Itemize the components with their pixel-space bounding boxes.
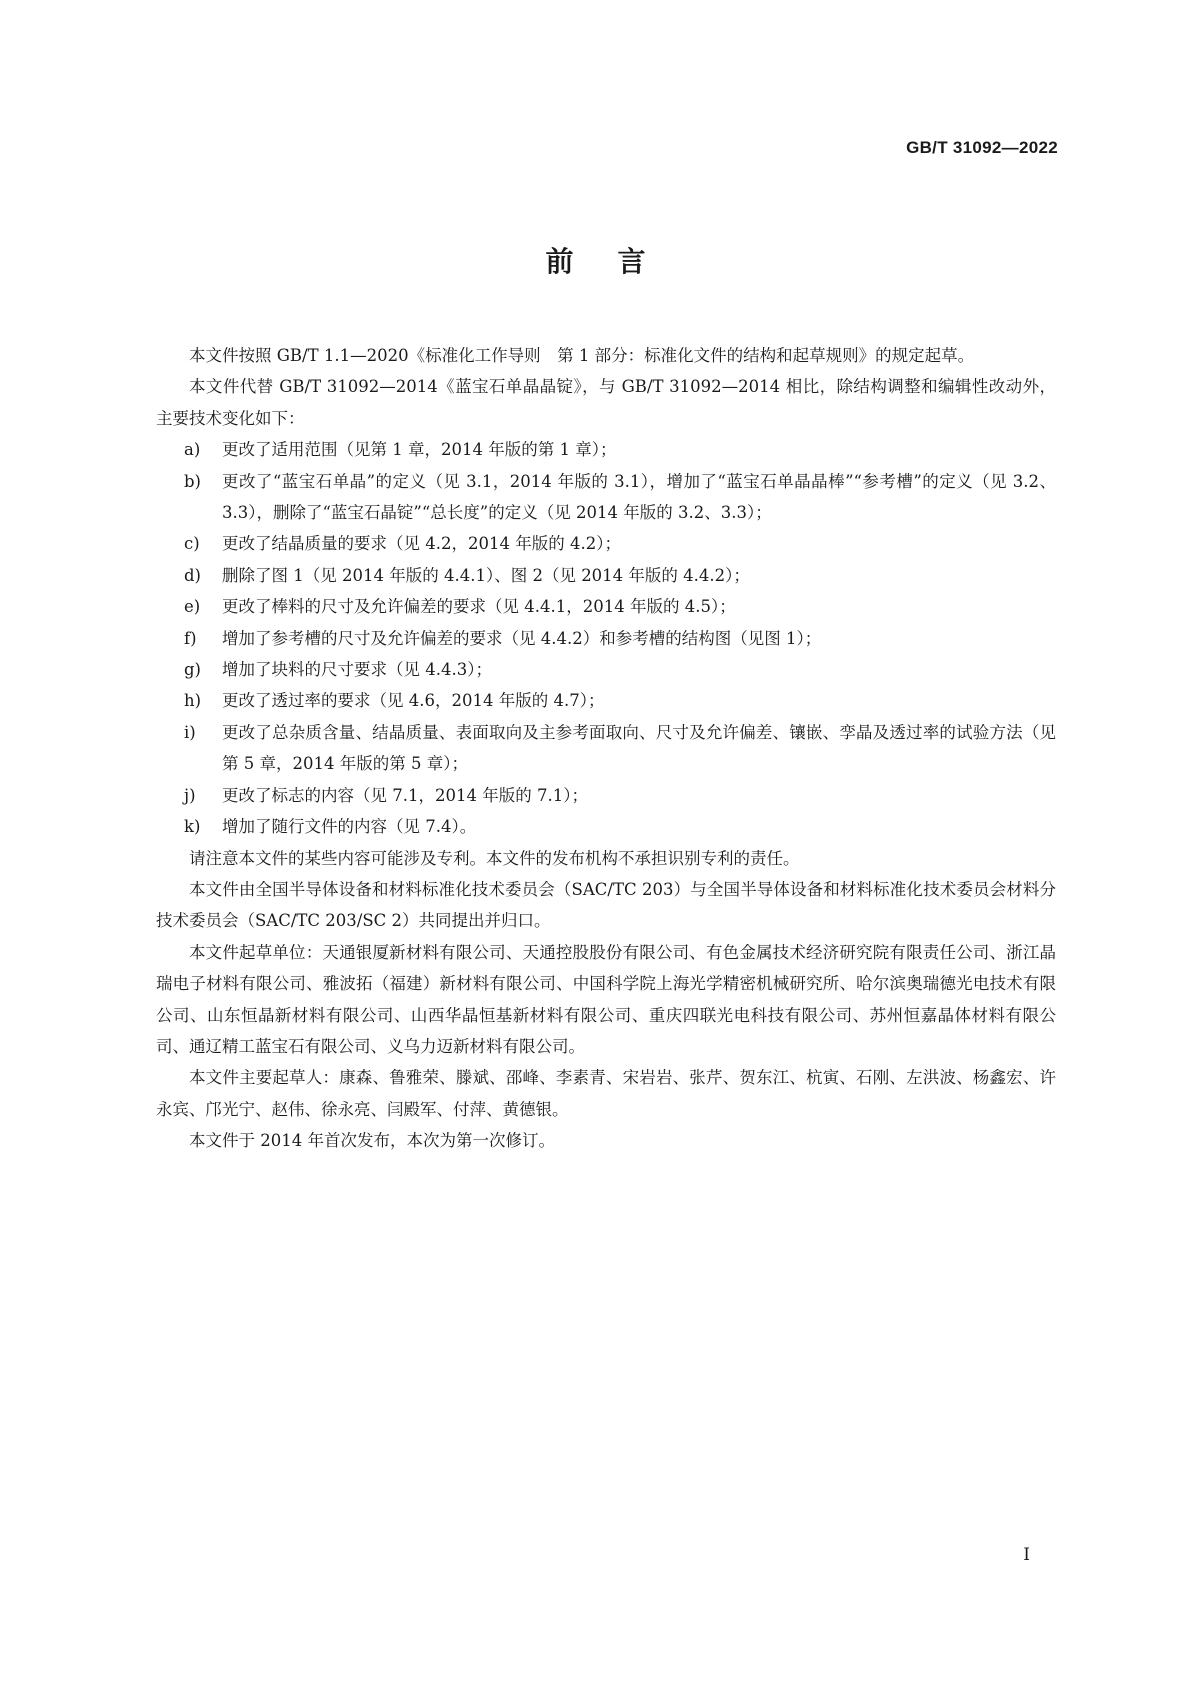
list-item: j) 更改了标志的内容（见 7.1，2014 年版的 7.1）； — [184, 785, 588, 805]
list-item: i) 更改了总杂质含量、结晶质量、表面取向及主参考面取向、尺寸及允许偏差、镶嵌、孪晶及透过率的试验方法（见第 5 章，2014 年版的第 5 章）； — [184, 722, 1056, 774]
list-item: g) 增加了块料的尺寸要求（见 4.4.3）； — [184, 660, 492, 680]
paragraph-drafters: 本文件主要起草人：康森、鲁雅荣、滕斌、邵峰、李素青、宋岩岩、张芹、贺东江、杭寅、石刚、左洪波、杨鑫宏、许永宾、邝光宁、赵伟、徐永亮、闫殿军、付萍、黄德银。 — [156, 1068, 1056, 1119]
paragraph-drafting-units: 本文件起草单位：天通银厦新材料有限公司、天通控股股份有限公司、有色金属技术经济研究院有限责任公司、浙江晶瑞电子材料有限公司、雅波拓（福建）新材料有限公司、中国科学院上海光学精密机械研究所、哈尔滨奥瑞德光电技术有限公司、山东恒晶新材料有限公司、山西华晶恒基新材料有限公司、重庆四联光电科技有限公司、苏州恒嘉晶体材料有限公司、通辽精工蓝宝石有限公司、义乌力迈新材料有限公司。 — [156, 942, 1056, 1056]
list-item: a) 更改了适用范围（见第 1 章，2014 年版的第 1 章）； — [184, 440, 617, 460]
document-code: GB/T 31092—2022 — [906, 138, 1058, 157]
paragraph-history: 本文件于 2014 年首次发布，本次为第一次修订。 — [189, 1131, 555, 1151]
paragraph-patent-notice: 请注意本文件的某些内容可能涉及专利。本文件的发布机构不承担识别专利的责任。 — [189, 848, 800, 868]
list-item: f) 增加了参考槽的尺寸及允许偏差的要求（见 4.4.2）和参考槽的结构图（见图 1）； — [184, 628, 822, 648]
list-item: d) 删除了图 1（见 2014 年版的 4.4.1）、图 2（见 2014 年版的 4.4.2）； — [184, 565, 750, 585]
paragraph-proposer: 本文件由全国半导体设备和材料标准化技术委员会（SAC/TC 203）与全国半导体设备和材料标准化技术委员会材料分技术委员会（SAC/TC 203/SC 2）共同提出并归口。 — [156, 879, 1056, 931]
list-item: b) 更改了“蓝宝石单晶”的定义（见 3.1，2014 年版的 3.1），增加了“蓝宝石单晶晶棒”“参考槽”的定义（见 3.2、3.3），删除了“蓝宝石晶锭”“总长度”的定义（见 2014 年版的 3.2、3.3）； — [184, 471, 1056, 523]
list-item: c) 更改了结晶质量的要求（见 4.2，2014 年版的 4.2）； — [184, 534, 621, 554]
list-item: e) 更改了棒料的尺寸及允许偏差的要求（见 4.4.1，2014 年版的 4.5）； — [184, 597, 736, 617]
page-title: 前言 — [545, 245, 690, 278]
paragraph-replacement: 本文件代替 GB/T 31092—2014《蓝宝石单晶晶锭》，与 GB/T 31092—2014 相比，除结构调整和编辑性改动外，主要技术变化如下： — [156, 377, 1056, 428]
list-item: k) 增加了随行文件的内容（见 7.4）。 — [184, 817, 477, 837]
changes-list — [156, 434, 1056, 842]
list-item: h) 更改了透过率的要求（见 4.6，2014 年版的 4.7）； — [184, 691, 605, 711]
paragraph-drafting-rules: 本文件按照 GB/T 1.1—2020《标准化工作导则 第 1 部分：标准化文件的结构和起草规则》的规定起草。 — [189, 346, 975, 365]
page-number: I — [1023, 1545, 1030, 1565]
foreword-body — [156, 340, 1056, 1157]
